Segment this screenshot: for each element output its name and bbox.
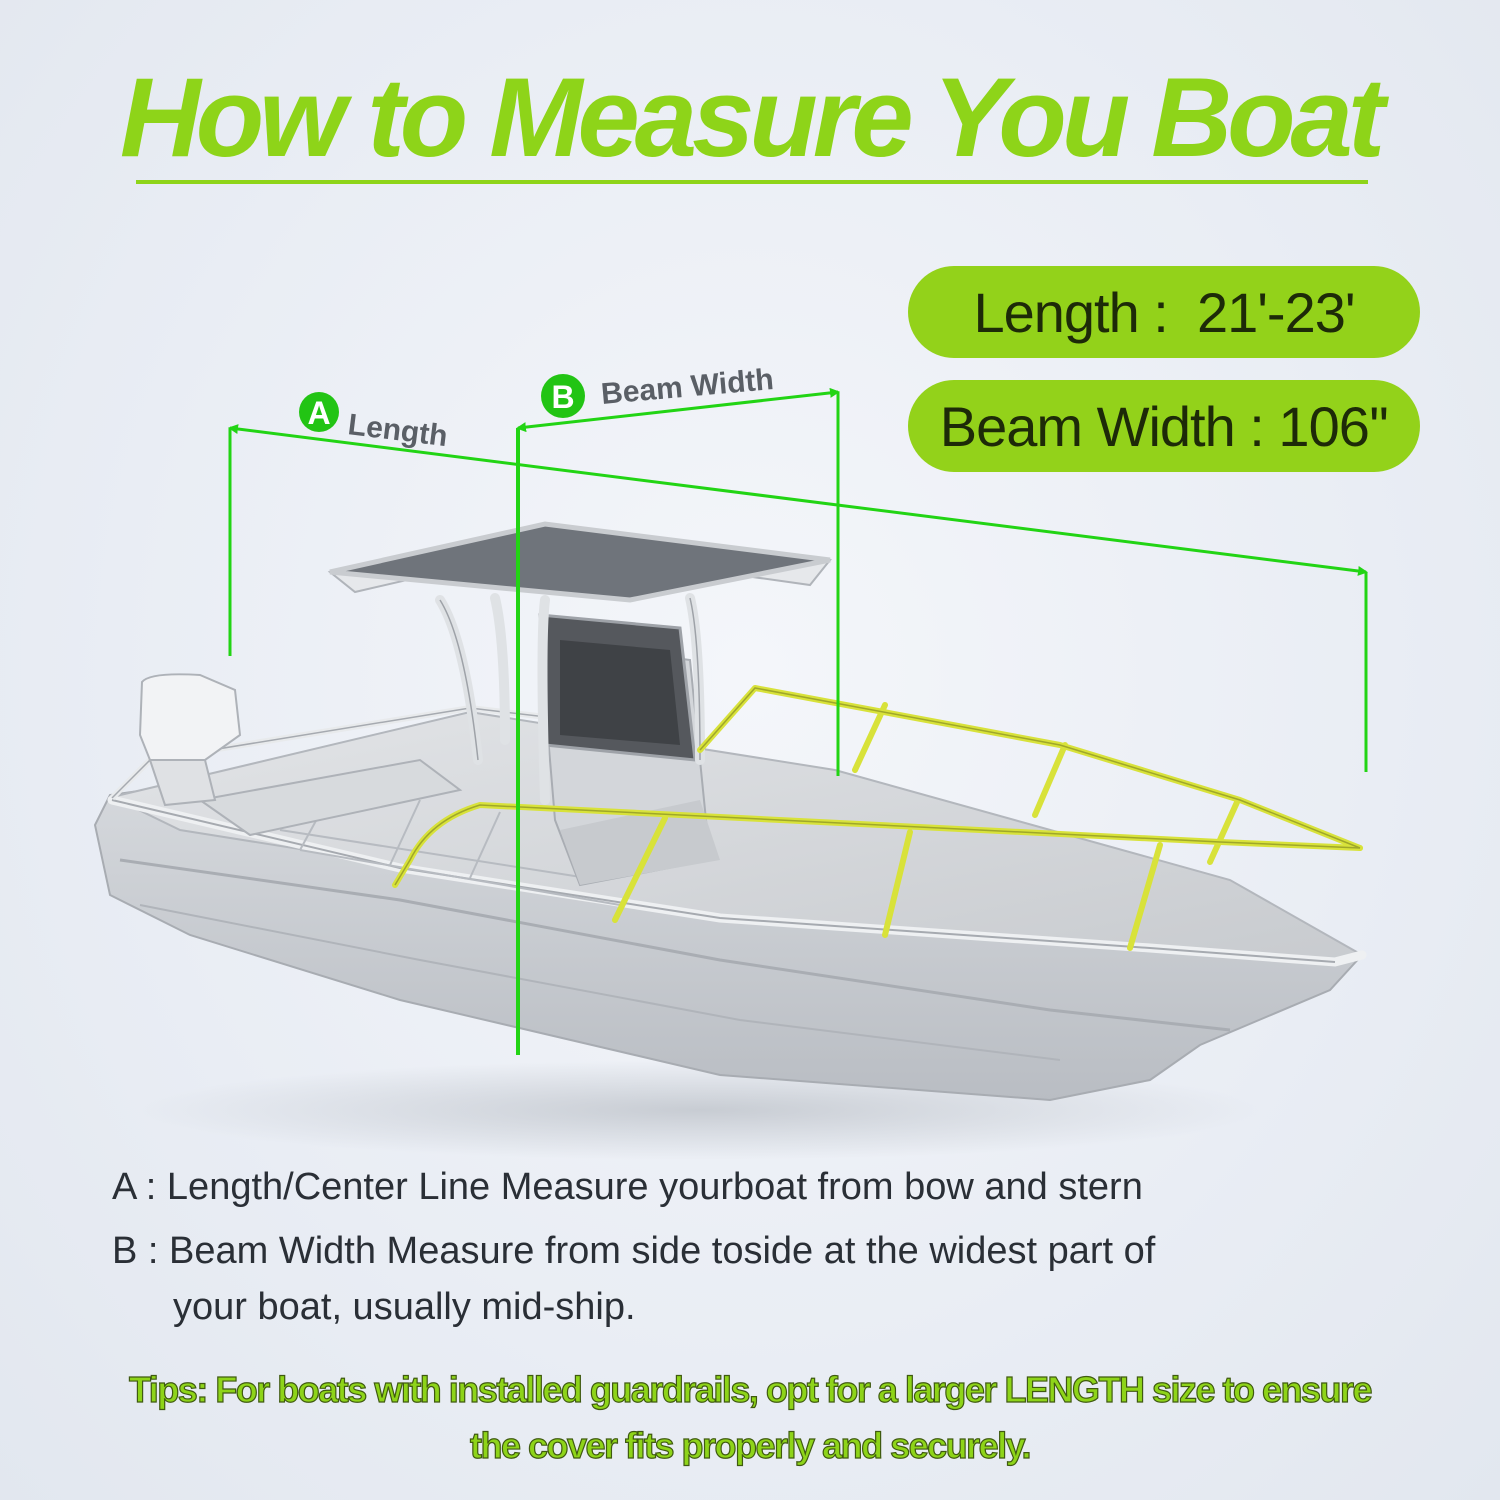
description-a: A : Length/Center Line Measure yourboat from bow and stern	[112, 1166, 1143, 1208]
length-spec-text: Length : 21'-23'	[973, 280, 1355, 344]
label-a-badge-text: A	[307, 395, 331, 431]
description-b-line1: B : Beam Width Measure from side toside at the widest part of	[112, 1230, 1156, 1272]
beam-width-spec-text: Beam Width : 106''	[939, 394, 1389, 458]
description-b-line2: your boat, usually mid-ship.	[173, 1286, 636, 1328]
tips-line1: Tips: For boats with installed guardrails, opt for a larger LENGTH size to ensure	[128, 1369, 1372, 1410]
label-b-text: Beam Width	[599, 363, 776, 411]
label-a	[299, 392, 449, 453]
page-title: How to Measure You Boat	[119, 55, 1381, 180]
label-a-text: Length	[346, 408, 450, 454]
label-b	[541, 363, 775, 418]
tips-line2: the cover fits properly and securely.	[469, 1425, 1031, 1466]
label-b-badge-text: B	[551, 379, 575, 415]
